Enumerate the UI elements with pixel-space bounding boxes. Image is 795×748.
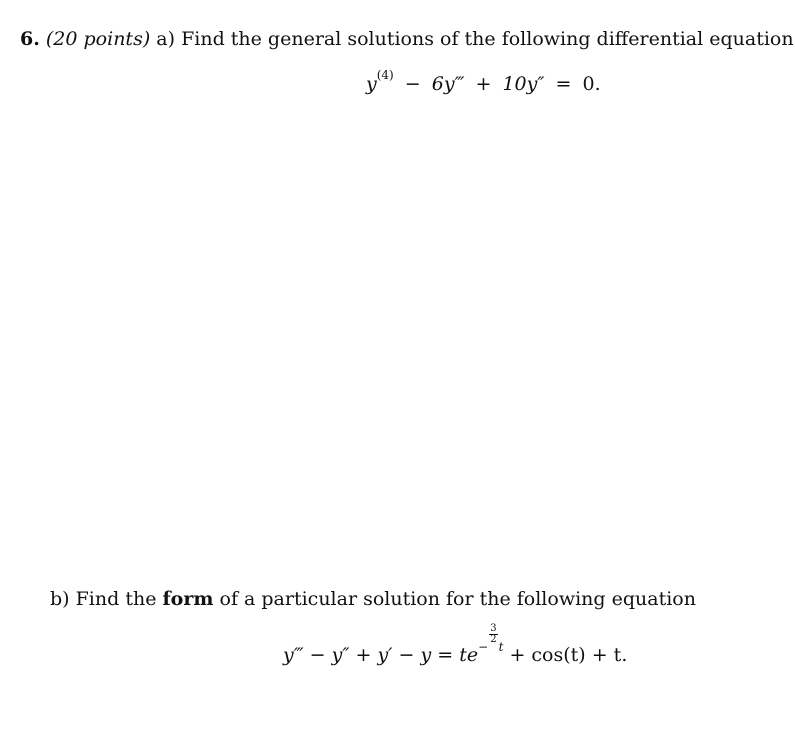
problem-points: (20 points) — [45, 28, 151, 50]
eq-a-eq: = — [555, 73, 572, 95]
part-a-text: Find the general solutions of the following differential equation — [181, 28, 794, 50]
part-a-label: a) — [156, 28, 176, 50]
problem-number: 6. — [20, 28, 40, 50]
part-b-text-pre: Find the — [75, 588, 157, 610]
part-b-text-post: of a particular solution for the following equation — [219, 588, 696, 610]
part-b-statement — [50, 587, 696, 611]
eq-b-exp-sign: − — [478, 640, 489, 654]
eq-a-op2: + — [475, 73, 492, 95]
eq-b-rest: + cos(t) + t. — [509, 644, 628, 666]
eq-b-exponent — [478, 624, 503, 653]
part-b-label: b) — [50, 588, 70, 610]
eq-b-lhs: y‴ − y″ + y′ − y = — [283, 644, 454, 666]
part-a-statement — [20, 27, 794, 51]
eq-a-y: y — [366, 73, 377, 95]
equation-b — [283, 623, 628, 667]
equation-a — [366, 67, 601, 96]
eq-b-exp-fraction — [489, 624, 497, 645]
eq-a-op1: − — [404, 73, 421, 95]
part-b-text-bold: form — [162, 588, 214, 610]
eq-a-term3: 10y″ — [502, 73, 545, 95]
eq-a-term2: 6y‴ — [431, 73, 465, 95]
eq-a-order: (4) — [376, 67, 394, 82]
eq-b-exp-var: t — [498, 640, 504, 654]
eq-b-exp-den: 2 — [490, 634, 497, 645]
eq-b-te: te — [459, 644, 479, 666]
eq-b-exp-num: 3 — [490, 623, 497, 634]
eq-a-rhs: 0. — [582, 73, 601, 95]
